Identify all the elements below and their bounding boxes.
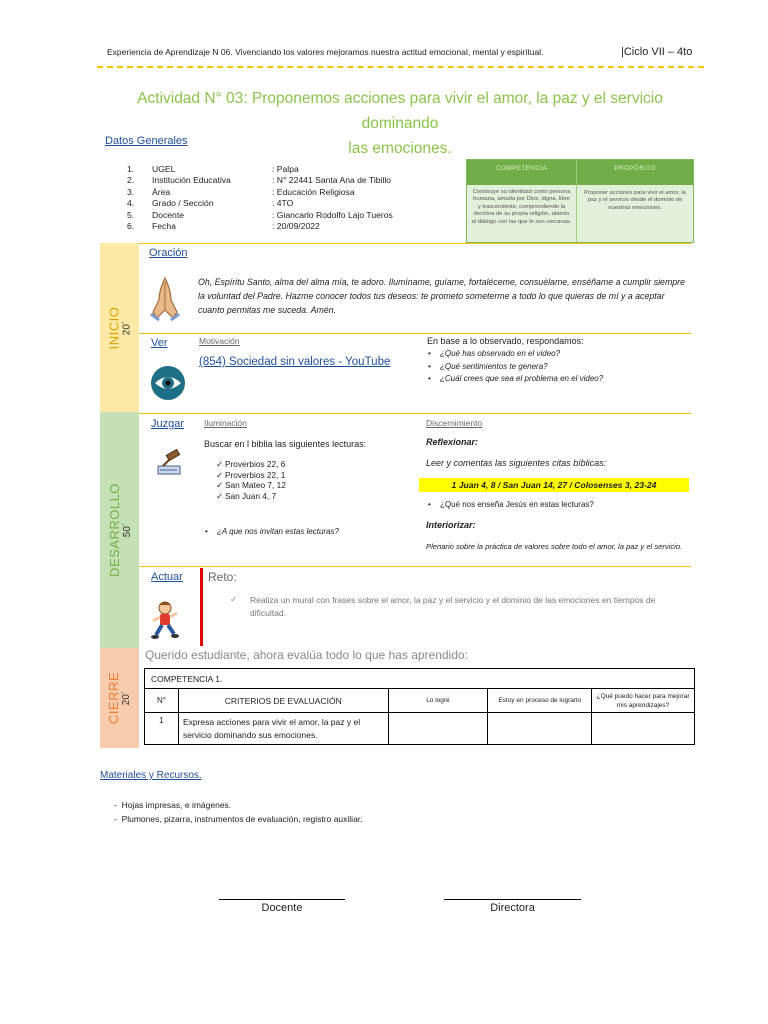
header-left [107,47,543,57]
divider [139,566,691,567]
band-desarrollo [100,412,139,648]
divider [139,413,691,414]
directora-signature-line [444,899,581,900]
actuar-label: Actuar [151,571,183,583]
list-item: ✓ Proverbios 22, 1 [216,470,286,481]
page-title [100,86,700,161]
divider [139,333,691,334]
header-experiencia: Experiencia de Aprendizaje N 06. [107,47,233,57]
row-proceso-cell[interactable] [488,713,592,745]
proposito-text: Proponer acciones para vivir el amor, la paz y el servicio desde el dominio de nuestras emociones. [584,190,686,211]
list-item: • ¿Qué sentimientos te genera? [428,361,603,374]
reto-text: Realiza un mural con frases sobre el amor, la paz y el servicio y el dominio de las emociones en tiempos de dificultad. [250,595,656,618]
competencia-proposito-box [466,159,694,243]
col-n-header: N° [145,689,179,713]
list-item: ✓ San Mateo 7, 12 [216,480,286,491]
materiales-list [114,798,363,826]
discernimiento-label: Discernimiento [426,418,483,428]
docente-signature-line [219,899,345,900]
header-experiencia-title: Vivenciando los valores mejoramos nuestra actitud emocional, mental y espiritual. [235,47,544,57]
proposito-header: PROPÓSITO [577,160,693,185]
list-item: • ¿Qué has observado en el video? [428,348,603,361]
datos-row: 3. Área : Educación Religiosa [127,186,355,197]
title-line-1: Actividad N° 03: Proponemos acciones para vivir el amor, la paz y el servicio dominando [137,90,663,132]
band-desarrollo-time: 50´ [121,522,133,538]
band-cierre-time: 20´ [121,690,133,706]
cierre-heading: Querido estudiante, ahora evalúa todo lo que has aprendido: [145,648,468,662]
video-link[interactable]: (854) Sociedad sin valores - YouTube [199,356,391,368]
docente-label: Docente [261,902,303,914]
band-desarrollo-label: DESARROLLO [106,483,122,577]
competencia-header: COMPETENCIA [467,160,577,185]
band-inicio [100,243,139,412]
col-mejorar-header: ¿Qué puedo hacer para mejorar mis aprendizajes? [592,689,695,713]
list-item: - Hojas impresas, e imágenes. [114,800,232,810]
reto-label: Reto: [208,570,237,584]
datos-row: 5. Docente : Giancarlo Rodolfo Lajo Tueros [127,209,393,220]
eye-icon [150,365,186,401]
oracion-text: Oh, Espíritu Santo, alma del alma mía, te adoro. Ilumíname, guíame, fortaléceme, consuélame, enséñame a cumplir siempre la voluntad del Padre. Hazme conocer todos tus deseos: te prometo someterme a todo lo que quieras de mí y a aceptar cuanto permitas me suceda. Amén. [198,277,685,315]
gavel-icon [155,448,185,478]
datos-row: 2. Institución Educativa : N° 22441 Santa Ana de Tibillo [127,175,392,186]
band-cierre [100,648,139,748]
checkmark-icon: ✓ [230,594,238,604]
materiales-label: Materiales y Recursos. [100,770,202,781]
band-cierre-label: CIERRE [106,671,122,725]
header-divider [97,66,704,68]
header-cycle: |Ciclo VII – 4to [621,46,693,58]
list-item: • ¿Cuál crees que sea el problema en el video? [428,373,603,386]
directora-label: Directora [490,902,535,914]
reflexionar-label: Reflexionar: [426,437,479,447]
band-inicio-label: INICIO [106,306,122,349]
ver-label: Ver [151,337,168,349]
ver-questions [428,348,603,386]
row-criterio-cell: Expresa acciones para vivir el amor, la paz y el servicio dominando sus emociones. [178,713,388,745]
datos-generales-list [127,164,452,232]
col-logre-header: Lo logré [388,689,488,713]
readings-list [216,459,286,501]
divider [139,243,691,244]
juzgar-label: Juzgar [151,418,185,430]
list-item: ✓ Proverbios 22, 6 [216,459,286,470]
row-logre-cell[interactable] [388,713,488,745]
band-inicio-time: 20´ [121,320,133,335]
row-mejorar-cell[interactable] [592,713,695,745]
juzgar-question [205,526,339,539]
competencia-cell: COMPETENCIA 1. [145,669,695,689]
list-item: - Plumones, pizarra, instrumentos de evaluación, registro auxiliar. [114,814,363,824]
jesus-question [428,499,594,512]
plenario-text: Plenario sobre la práctica de valores sobre todo el amor, la paz y el servicio. [426,542,683,551]
leer-instruction: Leer y comentas las siguientes citas bíblicas: [426,458,607,468]
praying-hands-icon [145,276,185,322]
col-proceso-header: Estoy en proceso de lograrlo [488,689,592,713]
running-kid-icon [150,601,180,641]
list-item: • ¿Qué nos enseña Jesús en estas lecturas? [428,499,594,512]
title-line-2: las emociones. [348,140,452,157]
citas-highlight: 1 Juan 4, 8 / San Juan 14, 27 / Colosenses 3, 23-24 [419,478,689,492]
list-item: • ¿A que nos invitan estas lecturas? [205,526,339,539]
list-item: ✓ San Juan 4, 7 [216,491,286,502]
datos-generales-label: Datos Generales [105,135,188,147]
reto-accent-bar [200,568,203,646]
row-n-cell: 1 [145,713,179,745]
datos-row: 6. Fecha : 20/09/2022 [127,220,320,231]
juzgar-instruction: Buscar en l biblia las siguientes lecturas: [204,439,367,449]
iluminacion-label: Iluminación [204,418,247,428]
col-criterios-header: CRITERIOS DE EVALUACIÓN [178,689,388,713]
oracion-label: Oración [149,247,188,259]
ver-prompt: En base a lo observado, respondamos: [427,336,584,346]
interiorizar-label: Interiorizar: [426,520,476,530]
evaluation-table [144,668,695,745]
competencia-text: Construye su identidad como persona humana, amada por Dios, digna, libre y trascendente, comprendiendo la doctrina de su propia religión, abierto al diálogo con las que le son cercanas. [467,185,577,242]
datos-row: 4. Grado / Sección : 4TO [127,198,294,209]
datos-row: 1. UGEL : Palpa [127,164,299,174]
motivacion-label: Motivación [199,336,240,346]
